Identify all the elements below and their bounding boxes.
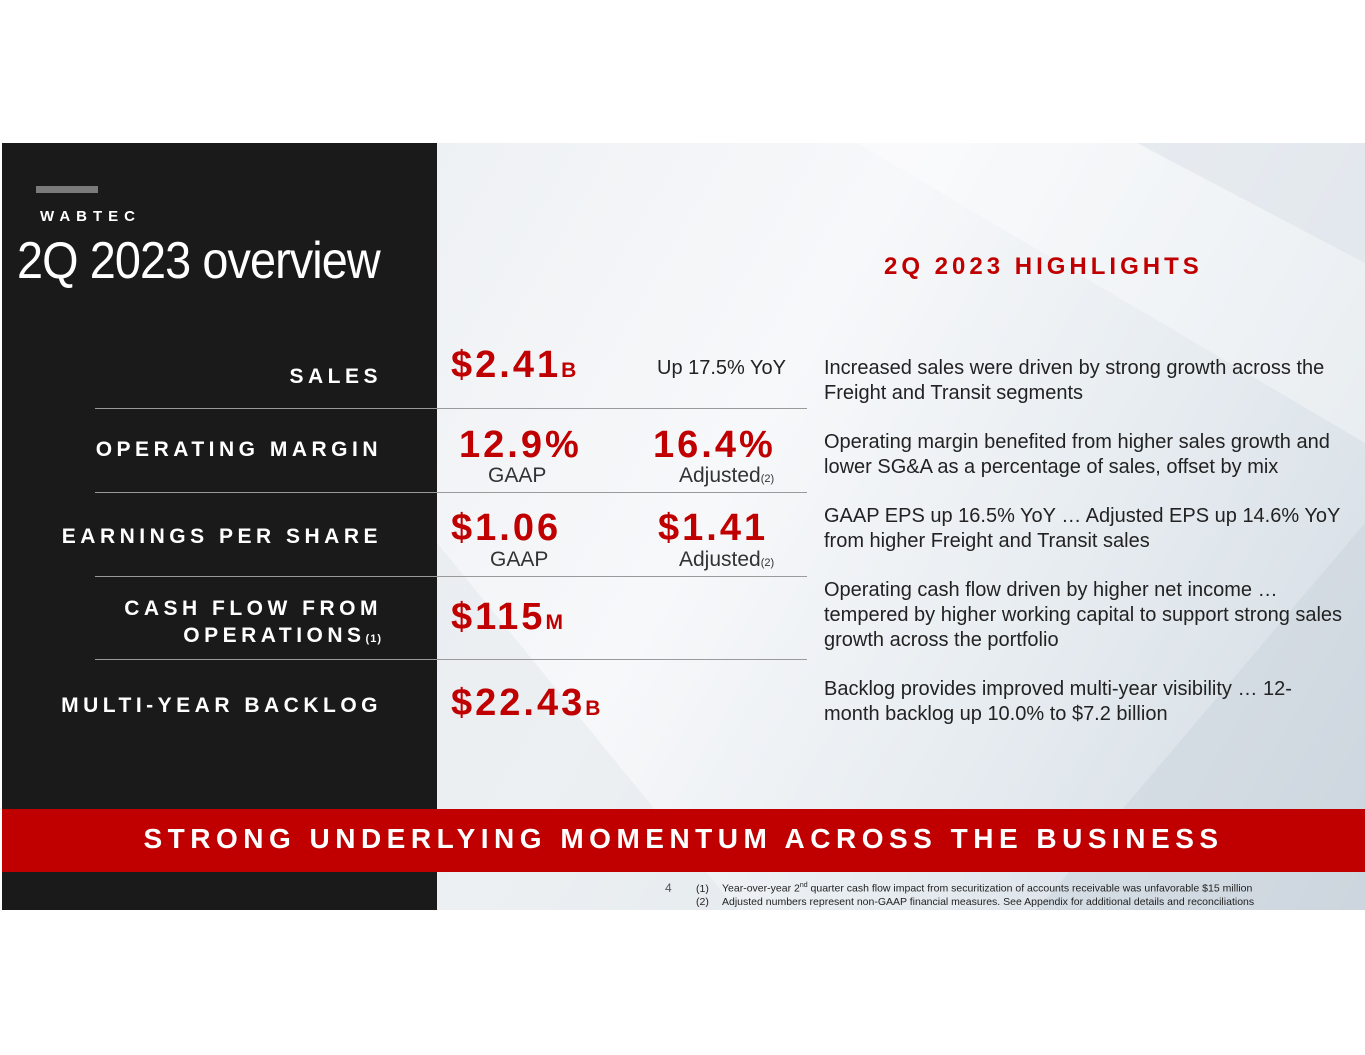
page-title: 2Q 2023 overview: [17, 232, 380, 290]
sales-yoy: Up 17.5% YoY: [657, 357, 786, 379]
row-label-cash-flow-line1: CASH FLOW FROM: [124, 597, 382, 620]
row-label-cash-flow: [124, 595, 382, 653]
page-number: 4: [665, 881, 672, 895]
backlog-value: $22.43B: [451, 682, 603, 724]
eps-adj-value: $1.41: [658, 507, 769, 549]
footnote-1: (1) Year-over-year 2nd quarter cash flow impact from securitization of accounts receivable was unfavorable $15 million: [696, 882, 1253, 895]
footnotes: [696, 879, 1254, 909]
row-label-sales: SALES: [289, 365, 382, 388]
eps-description: GAAP EPS up 16.5% YoY … Adjusted EPS up 14.6% YoY from higher Freight and Transit sales: [824, 505, 1340, 552]
divider: [95, 408, 807, 409]
banner-text: STRONG UNDERLYING MOMENTUM ACROSS THE BUSINESS: [143, 823, 1224, 854]
op-margin-gaap-label: GAAP: [488, 464, 547, 487]
row-label-backlog: MULTI-YEAR BACKLOG: [61, 694, 382, 717]
op-margin-adj-label: Adjusted(2): [679, 464, 775, 487]
eps-gaap-label: GAAP: [490, 548, 549, 571]
sales-value: $2.41B: [451, 344, 579, 386]
row-label-eps: EARNINGS PER SHARE: [61, 525, 382, 548]
op-margin-gaap-value: 12.9%: [459, 424, 582, 466]
sales-description: Increased sales were driven by strong growth across the Freight and Transit segments: [824, 357, 1325, 404]
momentum-banner: [2, 809, 1365, 872]
highlights-title: 2Q 2023 HIGHLIGHTS: [884, 253, 1203, 280]
divider: [95, 659, 807, 660]
slide: [2, 143, 1365, 910]
cash-flow-value: $115M: [451, 596, 565, 638]
logo-bar: [36, 186, 98, 193]
row-label-operating-margin: OPERATING MARGIN: [95, 438, 382, 461]
op-margin-description: Operating margin benefited from higher sales growth and lower SG&A as a percentage of sales, offset by mix: [824, 431, 1330, 478]
footnote-ref-1: (1): [365, 633, 382, 645]
eps-gaap-value: $1.06: [451, 507, 562, 549]
backlog-description: Backlog provides improved multi-year visibility … 12-month backlog up 10.0% to $7.2 billion: [824, 678, 1292, 725]
row-label-cash-flow-line2: OPERATIONS(1): [183, 624, 382, 647]
eps-adj-label: Adjusted(2): [679, 548, 775, 571]
op-margin-adj-value: 16.4%: [653, 424, 776, 466]
logo: WABTEC: [40, 208, 141, 225]
footnote-2: (2) Adjusted numbers represent non-GAAP financial measures. See Appendix for additional details and reconciliations: [696, 895, 1255, 908]
divider: [95, 576, 807, 577]
divider: [95, 492, 807, 493]
cash-flow-description: Operating cash flow driven by higher net income … tempered by higher working capital to support strong sales growth across the portfolio: [824, 579, 1343, 651]
